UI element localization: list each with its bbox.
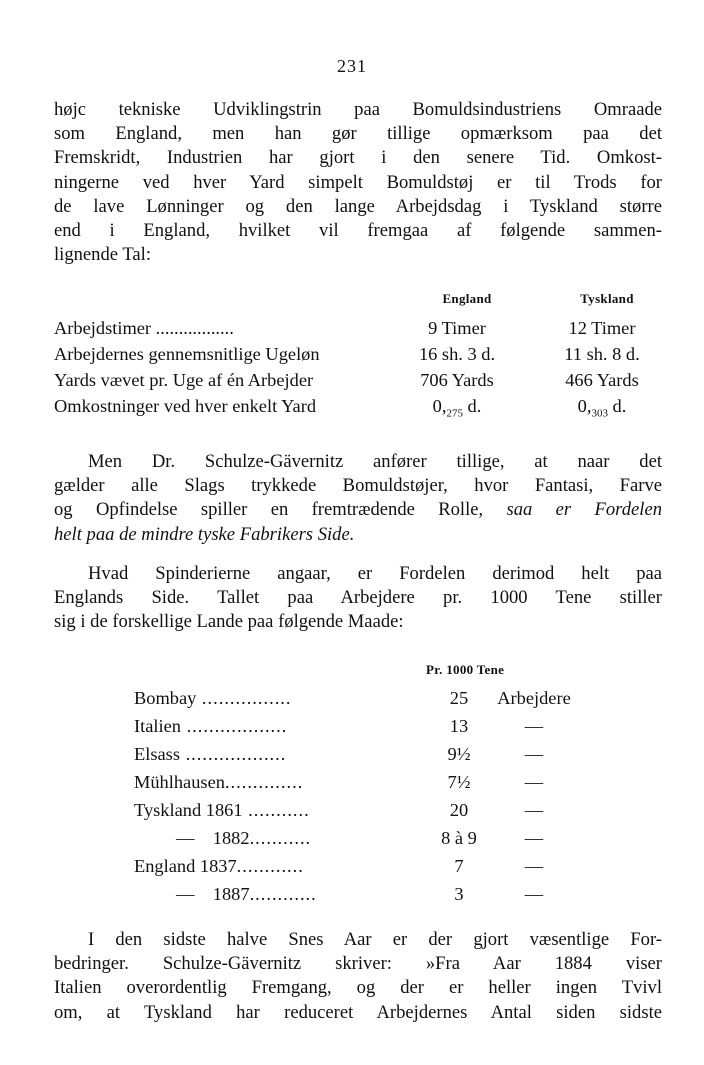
table-row	[54, 396, 674, 422]
table-row	[134, 772, 584, 801]
leader-dots: ..............	[224, 772, 304, 792]
tyskland-value: 466 Yards	[565, 370, 639, 390]
table-row	[134, 800, 584, 829]
row-label: Bombay	[134, 688, 197, 708]
row-label: Arbejdernes gennemsnitlige Ugeløn	[54, 344, 320, 364]
intro-line: som England, men han gør tillige opmærksom paa det	[54, 123, 662, 145]
tyskland-value: 11 sh. 8 d.	[564, 344, 640, 364]
row-label: Omkostninger ved hver enkelt Yard	[54, 396, 317, 416]
intro-paragraph	[54, 98, 662, 267]
unit-label: —	[524, 716, 544, 736]
plain-text: og Opfindelse spiller en fremtrædende Rolle,	[54, 499, 507, 521]
england-value: 9 Timer	[428, 318, 486, 338]
workers-value: 7	[454, 856, 464, 876]
page-number: 231	[337, 56, 367, 76]
leader-dots: ............	[249, 884, 317, 904]
leader-dots: .................	[151, 318, 234, 338]
table-row	[54, 370, 674, 396]
row-label: Arbejdstimer	[54, 318, 152, 338]
para-line	[54, 523, 662, 547]
workers-value: 3	[454, 884, 464, 904]
italic-text: saa er Fordelen	[506, 499, 662, 521]
workers-value: 7½	[447, 772, 471, 792]
workers-value: 8 à 9	[441, 828, 477, 848]
unit-label: —	[524, 744, 544, 764]
paragraph-spinderierne	[54, 562, 662, 635]
table-row	[134, 856, 584, 885]
leader-dots: ............	[236, 856, 304, 876]
paragraph-schulze	[54, 450, 662, 547]
row-label: Elsass	[134, 744, 180, 764]
value-unit: d.	[462, 396, 482, 416]
para-line: sig i de forskellige Lande paa følgende Maade:	[54, 611, 404, 633]
unit-label: —	[524, 884, 544, 904]
value-decimals: 275	[446, 407, 463, 420]
table-row	[134, 884, 584, 913]
para-line: Men Dr. Schulze-Gävernitz anfører tillige, at naar det	[88, 451, 662, 472]
intro-line: de lave Lønninger og den lange Arbejdsdag i Tyskland større	[54, 195, 662, 217]
table-row	[54, 344, 674, 370]
intro-line: lignende Tal:	[54, 244, 151, 266]
leader-dots: ..................	[180, 716, 288, 736]
unit-label: —	[524, 856, 544, 876]
intro-line: højc tekniske Udviklingstrin paa Bomuldsindustriens Omraade	[54, 99, 662, 120]
para-line: om, at Tyskland har reduceret Arbejdernes Antal siden sidste	[54, 1001, 662, 1023]
unit-label: Arbejdere	[497, 688, 571, 708]
intro-line: end i England, hvilket vil fremgaa af følgende sammen-	[54, 220, 662, 242]
closing-paragraph	[54, 928, 662, 1025]
value-unit: d.	[607, 396, 627, 416]
row-label: — 1882	[176, 828, 250, 848]
row-label: — 1887	[176, 884, 250, 904]
spinning-table-header: Pr. 1000 Tene	[426, 662, 505, 677]
row-label: Italien	[134, 716, 181, 736]
para-line: Hvad Spinderierne angaar, er Fordelen derimod helt paa	[88, 563, 662, 584]
value-decimals: 303	[591, 407, 608, 420]
leader-dots: ..................	[179, 744, 287, 764]
row-label: Yards vævet pr. Uge af én Arbejder	[54, 370, 314, 390]
value-int: 0,	[577, 396, 592, 416]
england-value: 706 Yards	[420, 370, 494, 390]
para-line: Englands Side. Tallet paa Arbejdere pr. 1000 Tene stiller	[54, 587, 662, 609]
table-row	[134, 744, 584, 773]
unit-label: —	[524, 800, 544, 820]
workers-value: 13	[449, 716, 469, 736]
table-header-england: England	[442, 291, 492, 306]
leader-dots: ...........	[249, 828, 312, 848]
leader-dots: ................	[196, 688, 292, 708]
unit-label: —	[524, 828, 544, 848]
table-row	[54, 318, 674, 344]
para-line: gælder alle Slags trykkede Bomuldstøjer, hvor Fantasi, Farve	[54, 475, 662, 497]
england-value	[390, 396, 524, 420]
table-header-tyskland: Tyskland	[580, 291, 634, 306]
tyskland-value: 12 Timer	[568, 318, 636, 338]
intro-line: Fremskridt, Industrien har gjort i den senere Tid. Omkost-	[54, 147, 662, 169]
italic-text: helt paa de mindre tyske Fabrikers Side.	[54, 523, 355, 545]
table-row	[134, 716, 584, 745]
workers-value: 20	[449, 800, 469, 820]
para-line: bedringer. Schulze-Gävernitz skriver: »Fra Aar 1884 viser	[54, 953, 662, 975]
para-line	[54, 498, 662, 522]
para-line: Italien overordentlig Fremgang, og der er heller ingen Tvivl	[54, 977, 662, 999]
table-row	[134, 828, 584, 857]
workers-value: 9½	[447, 744, 471, 764]
leader-dots: ...........	[242, 800, 310, 820]
unit-label: —	[524, 772, 544, 792]
intro-line: ningerne ved hver Yard simpelt Bomuldstøj er til Trods for	[54, 171, 662, 193]
england-value: 16 sh. 3 d.	[418, 344, 496, 364]
para-line: I den sidste halve Snes Aar er der gjort væsentlige For-	[88, 929, 662, 950]
workers-value: 25	[449, 688, 469, 708]
table-row	[134, 688, 584, 717]
row-label: England 1837	[134, 856, 237, 876]
row-label: Mühlhausen	[134, 772, 225, 792]
tyskland-value	[532, 396, 672, 420]
value-int: 0,	[432, 396, 447, 416]
row-label: Tyskland 1861	[134, 800, 243, 820]
